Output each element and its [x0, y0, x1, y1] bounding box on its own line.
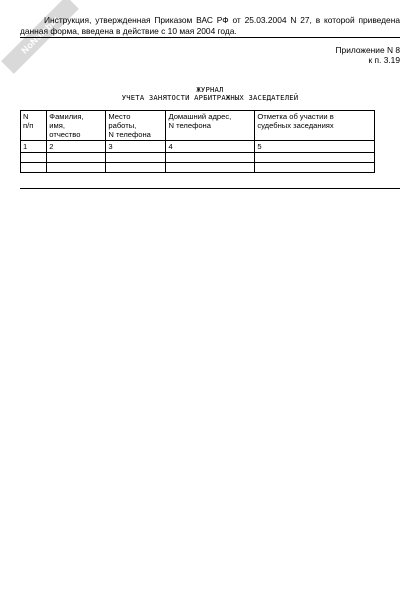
table-cell — [47, 163, 106, 173]
header-cell-address: Домашний адрес, N телефона — [166, 111, 255, 141]
column-number: 3 — [106, 141, 166, 153]
column-number: 5 — [255, 141, 375, 153]
annex-clause: к п. 3.19 — [368, 55, 400, 65]
top-divider — [20, 37, 400, 38]
annex-reference — [200, 45, 400, 65]
header-cell-number: N п/п — [21, 111, 47, 141]
table-cell — [47, 153, 106, 163]
table-cell — [21, 153, 47, 163]
header-cell-workplace: Место работы, N телефона — [106, 111, 166, 141]
table-cell — [106, 163, 166, 173]
table-row — [21, 163, 375, 173]
journal-title: ЖУРНАЛ — [196, 85, 224, 94]
table-header-row — [21, 111, 375, 141]
table-row — [21, 153, 375, 163]
bottom-divider — [20, 188, 400, 189]
journal-subtitle: УЧЕТА ЗАНЯТОСТИ АРБИТРАЖНЫХ ЗАСЕДАТЕЛЕЙ — [121, 93, 299, 102]
watermark-ribbon: NoNumber — [1, 0, 79, 74]
column-number: 1 — [21, 141, 47, 153]
table-cell — [255, 163, 375, 173]
column-number: 2 — [47, 141, 106, 153]
header-cell-name: Фамилия, имя, отчество — [47, 111, 106, 141]
column-number-row — [21, 141, 375, 153]
table-cell — [255, 153, 375, 163]
table-cell — [166, 163, 255, 173]
table-cell — [106, 153, 166, 163]
journal-table — [20, 110, 375, 173]
annex-number: Приложение N 8 — [335, 45, 400, 55]
table-cell — [21, 163, 47, 173]
table-cell — [166, 153, 255, 163]
header-note: Инструкция, утвержденная Приказом ВАС РФ от 25.03.2004 N 27, в которой приведена данная форма, введена в действие с 10 мая 2004 года. — [20, 15, 400, 36]
header-cell-participation: Отметка об участии в судебных заседаниях — [255, 111, 375, 141]
column-number: 4 — [166, 141, 255, 153]
